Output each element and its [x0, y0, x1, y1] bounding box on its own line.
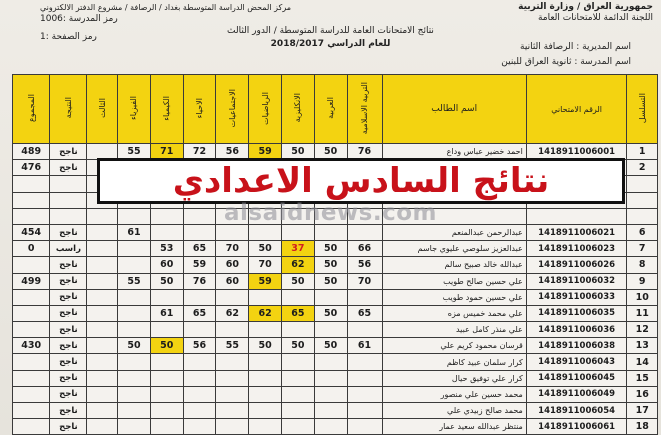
grade-cell: 70 [216, 241, 249, 257]
column-header: الاجتماعيات [216, 75, 249, 144]
table-row [13, 403, 658, 419]
grade-cell [87, 257, 118, 273]
grade-cell [347, 403, 382, 419]
exam-number-cell: 1418911006035 [526, 305, 627, 321]
student-name-cell: علي حسين صالح طويب [382, 273, 526, 289]
total-cell [13, 176, 50, 192]
student-name-cell: عبدالله خالد صبيح سالم [382, 257, 526, 273]
grade-cell: 70 [249, 257, 282, 273]
center-info-line: مركز المحض الدراسة المتوسطة بغداد / الرصافة / مشروع الدفتر الالكتروني [40, 3, 292, 12]
serial-cell: 11 [627, 305, 658, 321]
grade-cell [118, 257, 151, 273]
grade-cell [87, 370, 118, 386]
serial-cell: 18 [627, 419, 658, 435]
grade-cell: 50 [282, 273, 315, 289]
column-header: الكيمياء [150, 75, 183, 144]
grade-cell: 37 [282, 241, 315, 257]
grade-cell: 65 [282, 305, 315, 321]
grade-cell [347, 386, 382, 402]
grade-cell [87, 419, 118, 435]
total-cell [13, 354, 50, 370]
result-cell: ناجح [50, 144, 87, 160]
column-header: العربية [314, 75, 347, 144]
grade-cell [314, 224, 347, 240]
result-cell: ناجح [50, 160, 87, 176]
table-row [13, 419, 658, 435]
result-cell: ناجح [50, 419, 87, 435]
total-cell: 454 [13, 224, 50, 240]
result-cell: ناجح [50, 305, 87, 321]
grade-cell: 71 [150, 144, 183, 160]
grade-cell [314, 419, 347, 435]
grade-cell [118, 419, 151, 435]
grade-cell: 50 [314, 305, 347, 321]
grade-cell [87, 224, 118, 240]
result-cell: ناجح [50, 257, 87, 273]
grade-cell [347, 322, 382, 338]
grade-cell: 62 [216, 305, 249, 321]
grade-cell [249, 370, 282, 386]
watermark: alsaidnews.com [223, 200, 437, 226]
student-name-cell: احمد خضير عباس وداع [382, 144, 526, 160]
table-row [13, 338, 658, 354]
serial-cell: 9 [627, 273, 658, 289]
serial-cell: 1 [627, 144, 658, 160]
exam-number-cell: 1418911006061 [526, 419, 627, 435]
grade-cell: 76 [347, 144, 382, 160]
grade-cell [150, 289, 183, 305]
serial-cell: 15 [627, 370, 658, 386]
grade-cell [249, 354, 282, 370]
banner-title: نتائج السادس الاعدادي [172, 161, 550, 201]
exam-number-cell: 1418911006001 [526, 144, 627, 160]
grade-cell [314, 289, 347, 305]
grade-cell [118, 322, 151, 338]
grade-cell [282, 322, 315, 338]
column-header: التسلسل [627, 75, 658, 144]
grade-cell: 56 [183, 338, 216, 354]
exam-number-cell: 1418911006045 [526, 370, 627, 386]
grade-cell [216, 322, 249, 338]
school-line: اسم المدرسة : ثانوية العراق للبنين [501, 57, 631, 67]
grade-cell [183, 322, 216, 338]
grade-cell [249, 322, 282, 338]
serial-cell: 8 [627, 257, 658, 273]
column-header: الثالث [87, 75, 118, 144]
grade-cell [87, 386, 118, 402]
grade-cell [249, 419, 282, 435]
grades-table [12, 74, 658, 435]
column-header: الرقم الامتحاني [526, 75, 627, 144]
grade-cell: 62 [282, 257, 315, 273]
grade-cell: 53 [150, 241, 183, 257]
table-row [13, 273, 658, 289]
grade-cell [249, 289, 282, 305]
grade-cell [150, 419, 183, 435]
grade-cell [347, 224, 382, 240]
grade-cell [118, 403, 151, 419]
grade-cell [118, 289, 151, 305]
serial-cell [627, 176, 658, 192]
serial-cell: 2 [627, 160, 658, 176]
serial-cell: 14 [627, 354, 658, 370]
grade-cell [183, 289, 216, 305]
result-cell: ناجح [50, 386, 87, 402]
student-name-cell: محمد حسين علي منصور [382, 386, 526, 402]
committee-line: اللجنة الدائمة للامتحانات العامة [537, 13, 653, 23]
grade-cell [282, 289, 315, 305]
grade-cell [249, 403, 282, 419]
grade-cell [87, 305, 118, 321]
table-row [13, 354, 658, 370]
grade-cell [347, 419, 382, 435]
column-header: الانكليزية [282, 75, 315, 144]
grade-cell [249, 224, 282, 240]
column-header: التربية الاسلامية [347, 75, 382, 144]
grade-cell: 50 [314, 338, 347, 354]
total-cell [13, 403, 50, 419]
total-cell: 0 [13, 241, 50, 257]
grade-cell: 50 [150, 338, 183, 354]
column-header: الاحياء [183, 75, 216, 144]
grade-cell [87, 322, 118, 338]
result-cell: ناجح [50, 354, 87, 370]
column-header: اسم الطالب [382, 75, 526, 144]
grade-cell: 50 [150, 273, 183, 289]
ministry-line: جمهورية العراق / وزارة التربية [518, 2, 653, 12]
grade-cell: 60 [150, 257, 183, 273]
grade-cell: 50 [282, 144, 315, 160]
grade-cell [347, 354, 382, 370]
student-name-cell: عبدالعزيز سلوصي عليوي جاسم [382, 241, 526, 257]
grade-cell: 65 [183, 305, 216, 321]
table-row [13, 241, 658, 257]
total-cell [13, 322, 50, 338]
grade-cell: 60 [216, 257, 249, 273]
student-name-cell: عبدالرحمن عبدالمنعم [382, 224, 526, 240]
grade-cell [282, 419, 315, 435]
total-cell [13, 370, 50, 386]
total-cell: 430 [13, 338, 50, 354]
grade-cell [282, 386, 315, 402]
academic-year: للعام الدراسي 2018/2017 [270, 39, 391, 49]
total-cell [13, 289, 50, 305]
column-header: النتيجة [50, 75, 87, 144]
grade-cell [150, 403, 183, 419]
grade-cell: 55 [118, 273, 151, 289]
result-cell: ناجح [50, 224, 87, 240]
grade-cell: 62 [249, 305, 282, 321]
grade-cell [118, 386, 151, 402]
total-cell [13, 419, 50, 435]
exam-number-cell: 1418911006036 [526, 322, 627, 338]
grade-cell [282, 354, 315, 370]
result-cell: ناجح [50, 370, 87, 386]
student-name-cell: قرسان محمود كريم علي [382, 338, 526, 354]
grade-cell [183, 403, 216, 419]
serial-cell: 17 [627, 403, 658, 419]
grade-cell [150, 224, 183, 240]
serial-cell: 12 [627, 322, 658, 338]
grade-cell: 50 [314, 257, 347, 273]
student-name-cell: محمد صالح زبيدي علي [382, 403, 526, 419]
grade-cell [150, 354, 183, 370]
total-cell: 489 [13, 144, 50, 160]
column-header: الفيزياء [118, 75, 151, 144]
grade-cell [216, 354, 249, 370]
grade-cell: 65 [347, 305, 382, 321]
grade-cell [87, 338, 118, 354]
result-cell [50, 176, 87, 192]
table-row [13, 386, 658, 402]
grade-cell [118, 354, 151, 370]
grade-cell [314, 322, 347, 338]
grade-cell: 61 [347, 338, 382, 354]
school-code: رمز المدرسة :1006 [40, 14, 118, 24]
result-cell: ناجح [50, 338, 87, 354]
exam-number-cell: 1418911006021 [526, 224, 627, 240]
student-name-cell: منتظر عبدالله سعيد عمار [382, 419, 526, 435]
result-cell: ناجح [50, 273, 87, 289]
grade-cell [183, 224, 216, 240]
total-cell: 499 [13, 273, 50, 289]
exam-number-cell: 1418911006043 [526, 354, 627, 370]
grade-cell: 60 [216, 273, 249, 289]
table-header-row [13, 75, 658, 144]
grade-cell [347, 370, 382, 386]
table-row [13, 289, 658, 305]
grade-cell [183, 386, 216, 402]
exam-number-cell: 1418911006054 [526, 403, 627, 419]
grade-cell: 70 [347, 273, 382, 289]
grade-cell [118, 370, 151, 386]
grade-cell [314, 386, 347, 402]
grade-cell: 50 [249, 241, 282, 257]
exam-number-cell: 1418911006049 [526, 386, 627, 402]
grade-cell: 50 [249, 338, 282, 354]
grade-cell: 50 [314, 241, 347, 257]
grade-cell [216, 370, 249, 386]
exam-number-cell: 1418911006026 [526, 257, 627, 273]
serial-cell: 6 [627, 224, 658, 240]
grade-cell [87, 354, 118, 370]
table-row [13, 370, 658, 386]
total-cell: 476 [13, 160, 50, 176]
table-row [13, 257, 658, 273]
results-title: نتائج الامتحانات العامة للدراسة المتوسطة / الدور الثالث [227, 26, 434, 36]
grade-cell [183, 370, 216, 386]
grade-cell [282, 224, 315, 240]
grade-cell: 59 [249, 273, 282, 289]
total-cell [13, 305, 50, 321]
exam-number-cell: 1418911006032 [526, 273, 627, 289]
grade-cell: 50 [282, 338, 315, 354]
grade-cell [249, 386, 282, 402]
grade-cell [150, 322, 183, 338]
exam-number-cell: 1418911006038 [526, 338, 627, 354]
grade-cell: 76 [183, 273, 216, 289]
exam-number-cell: 1418911006023 [526, 241, 627, 257]
result-cell: ناجح [50, 289, 87, 305]
directorate-line: اسم المديرية : الرصافة الثانية [520, 42, 631, 52]
grade-cell [150, 386, 183, 402]
student-name-cell: كرار سلمان عبيد كاظم [382, 354, 526, 370]
grade-cell: 59 [183, 257, 216, 273]
grade-cell: 50 [118, 338, 151, 354]
grade-cell [314, 370, 347, 386]
grade-cell [282, 370, 315, 386]
grade-cell: 56 [347, 257, 382, 273]
grade-cell [216, 419, 249, 435]
serial-cell: 7 [627, 241, 658, 257]
grade-cell [87, 403, 118, 419]
grade-cell [314, 354, 347, 370]
grade-cell: 56 [216, 144, 249, 160]
table-row [13, 322, 658, 338]
column-header: المجموع [13, 75, 50, 144]
student-name-cell: علي منذر كامل عبيد [382, 322, 526, 338]
overlay-banner [97, 158, 625, 204]
grade-cell [314, 403, 347, 419]
grade-cell [183, 419, 216, 435]
table-row [13, 224, 658, 240]
grade-cell: 61 [150, 305, 183, 321]
table-row [13, 305, 658, 321]
grade-cell [347, 289, 382, 305]
grade-cell [87, 289, 118, 305]
student-name-cell: علي محمد خميس مزه [382, 305, 526, 321]
grade-cell [216, 386, 249, 402]
total-cell [13, 386, 50, 402]
column-header: الرياضيات [249, 75, 282, 144]
grade-cell: 65 [183, 241, 216, 257]
result-cell: راسب [50, 241, 87, 257]
exam-number-cell: 1418911006033 [526, 289, 627, 305]
serial-cell: 13 [627, 338, 658, 354]
grade-cell: 66 [347, 241, 382, 257]
page-code: رمز الصفحة :1 [40, 32, 97, 42]
grade-cell [150, 370, 183, 386]
grade-cell: 59 [249, 144, 282, 160]
grade-cell: 61 [118, 224, 151, 240]
grade-cell: 50 [314, 273, 347, 289]
grade-cell [118, 241, 151, 257]
grade-cell [118, 305, 151, 321]
student-name-cell: كرار علي توفيق حيال [382, 370, 526, 386]
grade-cell [216, 224, 249, 240]
student-name-cell: علي حسين حمود طويب [382, 289, 526, 305]
grade-cell [183, 354, 216, 370]
grade-cell [282, 403, 315, 419]
result-cell: ناجح [50, 322, 87, 338]
serial-cell: 10 [627, 289, 658, 305]
grade-cell: 72 [183, 144, 216, 160]
result-cell: ناجح [50, 403, 87, 419]
total-cell [13, 257, 50, 273]
grade-cell [216, 403, 249, 419]
grade-cell [216, 289, 249, 305]
grade-cell [87, 273, 118, 289]
grade-cell: 55 [216, 338, 249, 354]
grade-cell: 55 [118, 144, 151, 160]
grade-cell: 50 [314, 144, 347, 160]
serial-cell: 16 [627, 386, 658, 402]
grade-cell [87, 241, 118, 257]
